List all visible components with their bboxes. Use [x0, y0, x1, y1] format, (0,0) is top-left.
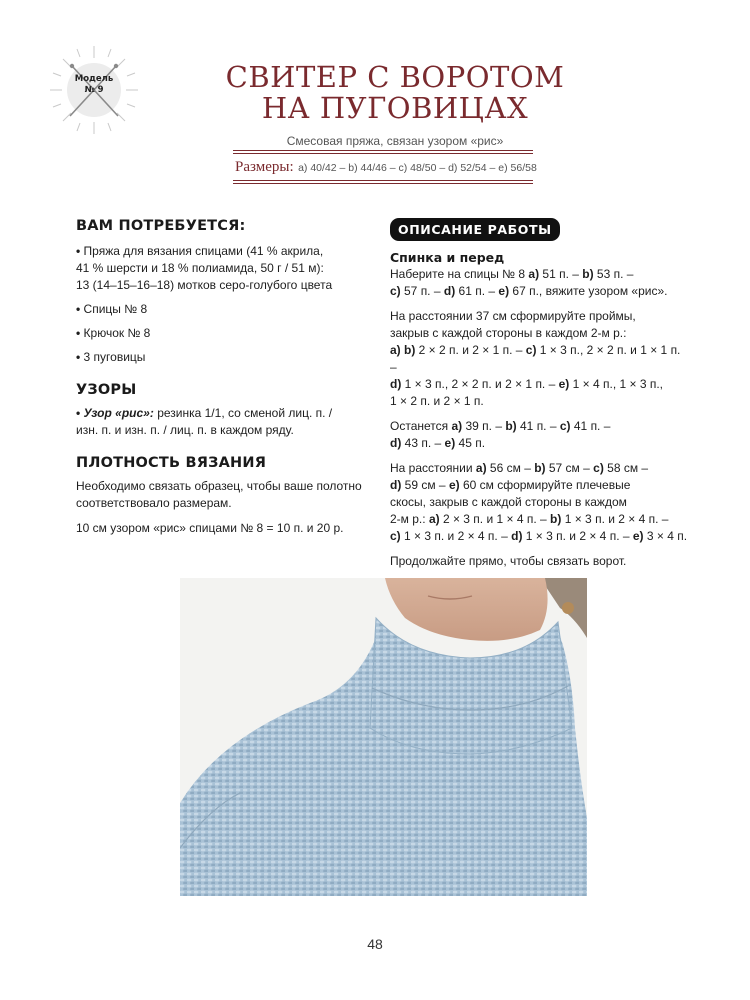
left-column [76, 218, 366, 537]
text: Останется [390, 419, 452, 433]
size-marker: a) [451, 419, 463, 433]
size-marker: b) [534, 461, 546, 475]
bullet-dot: • [76, 406, 81, 420]
text: 1 × 3 п., 2 × 2 п. и 1 × 1 п. – [390, 343, 681, 374]
text: 41 п. – [570, 419, 611, 433]
text: 57 п. – [400, 284, 444, 298]
size-marker: a) b) [390, 343, 416, 357]
right-column [390, 218, 690, 570]
yarn-line-1: Пряжа для вязания спицами (41 % акрила, [83, 244, 324, 258]
text: 2 × 3 п. и 1 × 4 п. – [439, 512, 551, 526]
sizes-bar [233, 150, 537, 184]
size-marker: c) [390, 529, 401, 543]
rice-label: Узор «рис»: [83, 406, 154, 420]
size-marker: e) [558, 377, 570, 391]
size-marker: c) [525, 343, 537, 357]
text: 67 п., вяжите узором «рис». [509, 284, 668, 298]
paragraph-remaining [390, 418, 690, 452]
text: 1 × 2 п. и 2 × 1 п. [390, 394, 484, 408]
text: 57 см – [545, 461, 594, 475]
text: 60 см сформируйте плечевые [459, 478, 631, 492]
title-line-1: СВИТЕР С ВОРОТОМ [225, 60, 565, 94]
size-marker: e) [444, 436, 456, 450]
rice-line-2: изн. п. и изн. п. / лиц. п. в каждом ряду. [76, 423, 294, 437]
text: скосы, закрыв с каждой стороны в каждом [390, 495, 627, 509]
text: закрыв с каждой стороны в каждом 2-м р.: [390, 326, 627, 340]
paragraph-armholes [390, 308, 690, 410]
paragraph-cast-on [390, 266, 690, 300]
patterns-heading: УЗОРЫ [76, 382, 137, 398]
needles-text: Спицы № 8 [83, 302, 148, 316]
text: 56 см – [486, 461, 535, 475]
size-marker: b) [550, 512, 562, 526]
size-marker: b) [582, 267, 594, 281]
size-marker: c) [390, 284, 401, 298]
divider [233, 180, 533, 181]
text: 1 × 3 п. и 2 × 4 п. – [522, 529, 633, 543]
materials-heading: ВАМ ПОТРЕБУЕТСЯ: [76, 218, 246, 234]
size-marker: c) [593, 461, 604, 475]
sizes-row [235, 158, 537, 176]
gauge-heading: ПЛОТНОСТЬ ВЯЗАНИЯ [76, 455, 267, 471]
gauge-line-2: соответствовало размерам. [76, 496, 232, 510]
page-subtitle: Смесовая пряжа, связан узором «рис» [286, 134, 504, 148]
text: 58 см – [603, 461, 649, 475]
text: 45 п. [455, 436, 486, 450]
text: 61 п. – [455, 284, 499, 298]
page-number: 48 [367, 936, 383, 952]
buttons-text: 3 пуговицы [83, 350, 146, 364]
text: 59 см – [401, 478, 449, 492]
text: Наберите на спицы № 8 [390, 267, 529, 281]
size-marker: a) [428, 512, 440, 526]
sizes-label: Размеры: [235, 159, 294, 175]
size-marker: a) [475, 461, 487, 475]
hook-text: Крючок № 8 [83, 326, 151, 340]
work-description-badge: ОПИСАНИЕ РАБОТЫ [390, 218, 560, 241]
page-title [180, 62, 610, 124]
bullet-dot: • [76, 302, 81, 316]
bullet-dot: • [76, 350, 81, 364]
text: 1 × 3 п. и 2 × 4 п. – [400, 529, 512, 543]
text: 1 × 4 п., 1 × 3 п., [569, 377, 664, 391]
gauge-line-1: Необходимо связать образец, чтобы ваше полотно [76, 479, 362, 493]
list-item [76, 301, 366, 318]
yarn-line-2: 41 % шерсти и 18 % полиамида, 50 г / 51 м): [76, 261, 324, 275]
size-marker: d) [511, 529, 523, 543]
paragraph-collar: Продолжайте прямо, чтобы связать ворот. [390, 554, 627, 568]
yarn-line-3: 13 (14–15–16–18) мотков серо-голубого цвета [76, 278, 333, 292]
size-marker: d) [390, 436, 402, 450]
size-marker: b) [505, 419, 517, 433]
text: На расстоянии 37 см сформируйте проймы, [390, 309, 636, 323]
size-marker: e) [448, 478, 460, 492]
bullet-dot: • [76, 244, 81, 258]
gauge-measure: 10 см узором «рис» спицами № 8 = 10 п. и 20 р. [76, 521, 344, 535]
text: 2 × 2 п. и 2 × 1 п. – [415, 343, 526, 357]
text: На расстоянии [390, 461, 476, 475]
section-title: Спинка и перед [390, 250, 505, 265]
badge-label [48, 74, 140, 96]
text: 1 × 3 п. и 2 × 4 п. – [561, 512, 669, 526]
bullet-dot: • [76, 326, 81, 340]
text: 1 × 3 п., 2 × 2 п. и 2 × 1 п. – [401, 377, 559, 391]
text: 41 п. – [516, 419, 560, 433]
size-marker: d) [443, 284, 456, 298]
text: 43 п. – [401, 436, 445, 450]
text: 2-м р.: [390, 512, 429, 526]
list-item [76, 325, 366, 342]
size-marker: d) [390, 478, 402, 492]
rice-pattern-text [76, 405, 366, 439]
text: 53 п. – [593, 267, 634, 281]
text: 3 × 4 п. [643, 529, 688, 543]
sweater-photo [180, 578, 587, 896]
size-marker: a) [528, 267, 540, 281]
text: 39 п. – [462, 419, 506, 433]
sizes-values: a) 40/42 – b) 44/46 – c) 48/50 – d) 52/54 – e) 56/58 [298, 162, 537, 174]
size-marker: e) [498, 284, 510, 298]
badge-line-2: № 9 [84, 85, 104, 95]
size-marker: c) [559, 419, 571, 433]
gauge-text [76, 478, 366, 512]
text: 51 п. – [539, 267, 583, 281]
list-item [76, 349, 366, 366]
badge-line-1: Модель [74, 74, 114, 84]
rice-line-1: резинка 1/1, со сменой лиц. п. / [153, 406, 333, 420]
size-marker: e) [632, 529, 644, 543]
size-marker: d) [390, 377, 402, 391]
divider [233, 153, 533, 154]
paragraph-shoulders [390, 460, 690, 545]
title-line-2: НА ПУГОВИЦАХ [261, 91, 529, 125]
list-item [76, 243, 366, 294]
sweater-photo-icon [180, 578, 587, 896]
model-badge [48, 44, 140, 136]
